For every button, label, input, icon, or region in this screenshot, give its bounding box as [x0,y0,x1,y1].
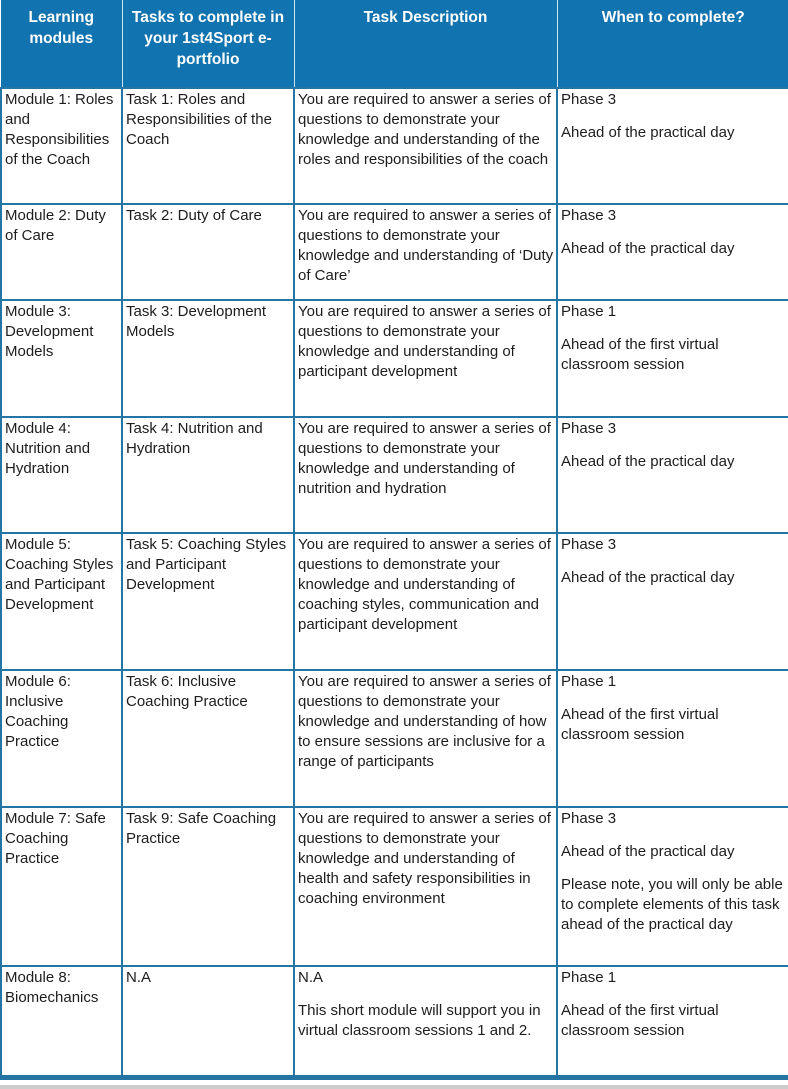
table-row [1,966,788,1078]
when-cell: Phase 1 Ahead of the first virtual classroom session [557,966,788,1078]
task-cell: Task 2: Duty of Care [122,204,294,300]
when-cell: Phase 3 Ahead of the practical day Please note, you will only be able to complete elements of this task ahead of the practical day [557,807,788,966]
description-cell: You are required to answer a series of questions to demonstrate your knowledge and understanding of the roles and responsibilities of the coach [294,88,557,204]
module-cell: Module 6: Inclusive Coaching Practice [1,670,122,807]
module-cell: Module 8: Biomechanics [1,966,122,1078]
task-cell: Task 1: Roles and Responsibilities of the Coach [122,88,294,204]
table-row [1,533,788,670]
table-row [1,807,788,966]
description-cell: You are required to answer a series of questions to demonstrate your knowledge and understanding of participant development [294,300,557,417]
task-cell: Task 5: Coaching Styles and Participant Development [122,533,294,670]
when-cell: Phase 1 Ahead of the first virtual classroom session [557,300,788,417]
when-cell: Phase 3 Ahead of the practical day [557,533,788,670]
table-row [1,670,788,807]
task-cell: Task 3: Development Models [122,300,294,417]
when-cell: Phase 1 Ahead of the first virtual classroom session [557,670,788,807]
description-cell: N.A This short module will support you in virtual classroom sessions 1 and 2. [294,966,557,1078]
table-header-row [1,0,788,88]
table-row [1,417,788,533]
header-task-description: Task Description [294,0,557,88]
header-tasks-to-complete: Tasks to complete in your 1st4Sport e-portfolio [122,0,294,88]
description-cell: You are required to answer a series of questions to demonstrate your knowledge and understanding of coaching styles, communication and participant development [294,533,557,670]
when-cell: Phase 3 Ahead of the practical day [557,204,788,300]
description-cell: You are required to answer a series of questions to demonstrate your knowledge and understanding of health and safety responsibilities in coaching environment [294,807,557,966]
module-cell: Module 7: Safe Coaching Practice [1,807,122,966]
when-cell: Phase 3 Ahead of the practical day [557,88,788,204]
table-row [1,300,788,417]
table-row [1,88,788,204]
header-when-to-complete: When to complete? [557,0,788,88]
description-cell: You are required to answer a series of questions to demonstrate your knowledge and understanding of ‘Duty of Care’ [294,204,557,300]
when-cell: Phase 3 Ahead of the practical day [557,417,788,533]
header-learning-modules: Learning modules [1,0,122,88]
task-cell: Task 4: Nutrition and Hydration [122,417,294,533]
module-cell: Module 5: Coaching Styles and Participant Development [1,533,122,670]
task-cell: Task 6: Inclusive Coaching Practice [122,670,294,807]
page-bottom-edge [0,1085,788,1089]
task-cell: Task 9: Safe Coaching Practice [122,807,294,966]
description-cell: You are required to answer a series of questions to demonstrate your knowledge and understanding of nutrition and hydration [294,417,557,533]
module-cell: Module 4: Nutrition and Hydration [1,417,122,533]
table-row [1,204,788,300]
description-cell: You are required to answer a series of questions to demonstrate your knowledge and understanding of how to ensure sessions are inclusive for a range of participants [294,670,557,807]
task-cell: N.A [122,966,294,1078]
module-cell: Module 2: Duty of Care [1,204,122,300]
table-body [1,88,788,1078]
module-cell: Module 3: Development Models [1,300,122,417]
module-cell: Module 1: Roles and Responsibilities of the Coach [1,88,122,204]
